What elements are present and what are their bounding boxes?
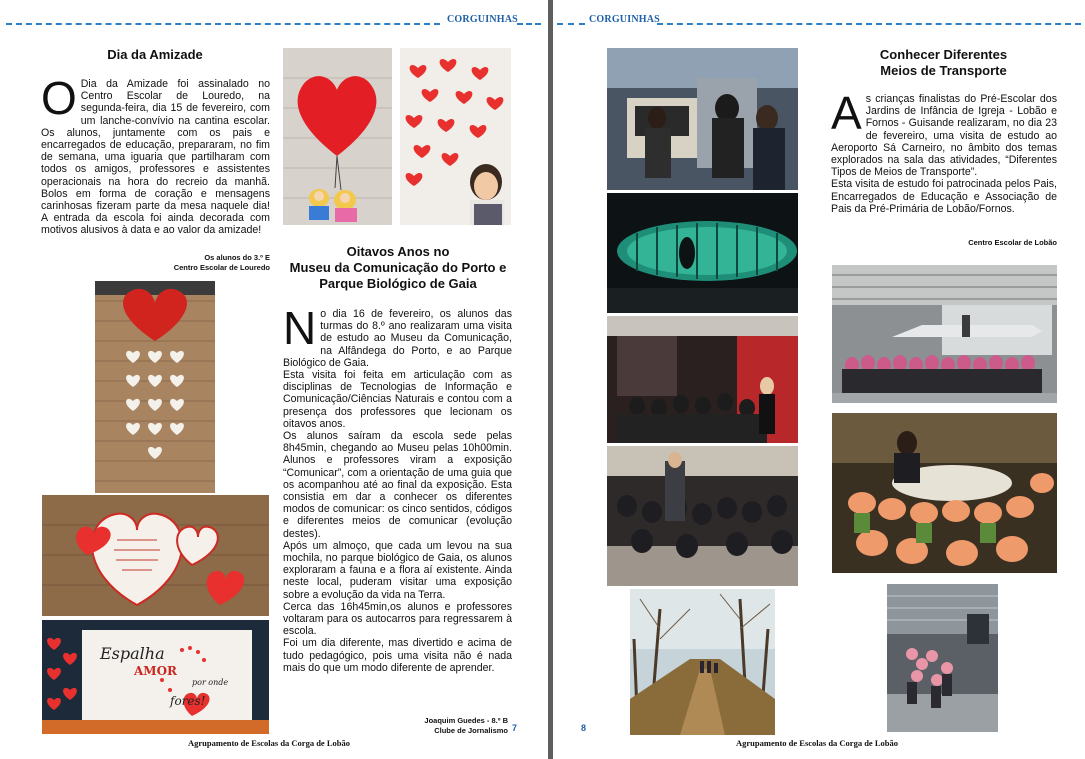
poster-text: por onde [192,678,229,687]
article-title-transporte [829,47,1058,79]
article-body-transporte [831,87,1057,215]
drop-cap: N [283,302,317,354]
signature-line: Os alunos do 3.º E [204,253,270,262]
poster-text: Espalha [100,644,165,663]
photo-museum-exhibit [607,48,798,190]
page-number: 7 [512,723,518,733]
signature-line: Clube de Jornalismo [434,726,508,735]
page-footer: Agrupamento de Escolas da Corga de Lobão [188,738,350,748]
title-line: Oitavos Anos no [346,244,450,259]
article-title-museu [282,244,514,292]
photo-poster-espalha-amor [42,620,269,734]
title-line: Meios de Transporte [880,63,1007,78]
photo-children-table [832,413,1057,573]
article-paragraph: Cerca das 16h45min,os alunos e professores voltaram para os autocarros para regressarem à escola. [283,600,512,638]
article-paragraph: Os alunos saíram da escola sede pelas 8h45min, chegando ao Museu pelas 10h00min. Alunos e professores viram a exposição “Comunicar”, com a orientação de uma guia que os acompanhou até ao final da exposição. Esta consistia em dar a conhecer os diferentes modos de comunicar: os cinco sentidos, códigos e diferentes meios de comunicar (evolução destes). [283,430,512,540]
photo-airport-group [832,265,1057,403]
signature-line: Joaquim Guedes - 8.º B [424,716,508,725]
page-footer: Agrupamento de Escolas da Corga de Lobão [736,738,898,748]
article-paragraph: Foi um dia diferente, mas divertido e acima de tudo pedagógico, pois uma visita não é nada mais do que um modo diferente de aprender. [283,637,512,674]
header-rule [557,23,585,25]
header-rule [6,23,440,25]
article-paragraph: Esta visita foi feita em articulação com as disciplinas de Tecnologias de Informação e Comunicação/Ciências Naturais e contou com a presença dos professores que lecionam os oitavos anos. [283,369,512,430]
article-paragraph: Após um almoço, que cada um levou na sua mochila, no parque biológico de Gaia, os alunos exploraram a fauna e a flora aí existente. Ainda neste local, puderam visitar uma exposição sobre a evolução da vida na Terra. [283,539,512,601]
header-rule [657,23,1081,25]
article-paragraph: Esta visita de estudo foi patrocinada pelos Pais, Encarregados de Educação e Associação de Pais da Pré-Primária de Lobão/Fornos. [831,178,1057,215]
article-signature: Centro Escolar de Lobão [968,238,1057,247]
article-body-museu [283,302,512,674]
drop-cap: O [41,72,77,124]
photo-airport-hall [887,584,998,732]
article-body-amizade [41,72,270,237]
article-title-amizade: Dia da Amizade [107,47,203,62]
article-signature [360,716,508,736]
photo-hearts-board [42,495,269,616]
article-paragraph: s crianças finalistas do Pré-Escolar dos Jardins de Infância de Igreja - Lobão e Fornos - Guisande realizaram, no dia 23 de fevereiro, uma visita de estudo ao Aeroporto Sá Carneiro, no âmbito dos temas explorados na sala das atividades, “Diferentes Tipos de Meios de Transporte”. [831,93,1057,179]
running-head: CORGUINHAS [447,14,518,25]
photo-museum-group [607,316,798,443]
photo-students-seated [607,446,798,586]
photo-green-tunnel [607,193,798,313]
photo-hearts-wall-girl [400,48,511,225]
signature-line: Centro Escolar de Louredo [173,263,270,272]
photo-park-path [630,589,775,735]
title-line: Parque Biológico de Gaia [319,276,477,291]
poster-text: AMOR [134,664,178,678]
title-line: Conhecer Diferentes [879,47,1008,62]
photo-heart-garland [95,281,215,493]
header-rule [517,23,541,25]
article-paragraph: o dia 16 de fevereiro, os alunos das turmas do 8.º ano realizaram uma visita de estudo ao Museu da Comunicação, na Alfândega do Porto, e ao Parque Biológico de Gaia. [283,308,512,369]
page-number: 8 [581,723,587,733]
poster-text: fores! [170,694,206,708]
running-head: CORGUINHAS [589,14,660,25]
right-page [553,0,1085,759]
title-line: Museu da Comunicação do Porto e [289,260,507,275]
article-signature [120,253,270,273]
photo-heart-balloon [283,48,392,225]
drop-cap: A [831,87,862,139]
article-paragraph: Dia da Amizade foi assinalado no Centro Escolar de Louredo, na segunda-feira, dia 15 de fevereiro, com um lanche-convívio na cantina escolar. Os alunos, juntamente com os pais e encarregados de educação, prepararam, no fim de semana, uma iguaria que partilharam com todos os amigos, professores e assistentes operacionais na hora do recreio da manhã. Bolos em forma de coração e mensagens carinhosas fizeram parte da mesa naquele dia! A entrada da escola foi ainda decorada com motivos alusivos à data e ao valor da amizade! [41,78,270,237]
